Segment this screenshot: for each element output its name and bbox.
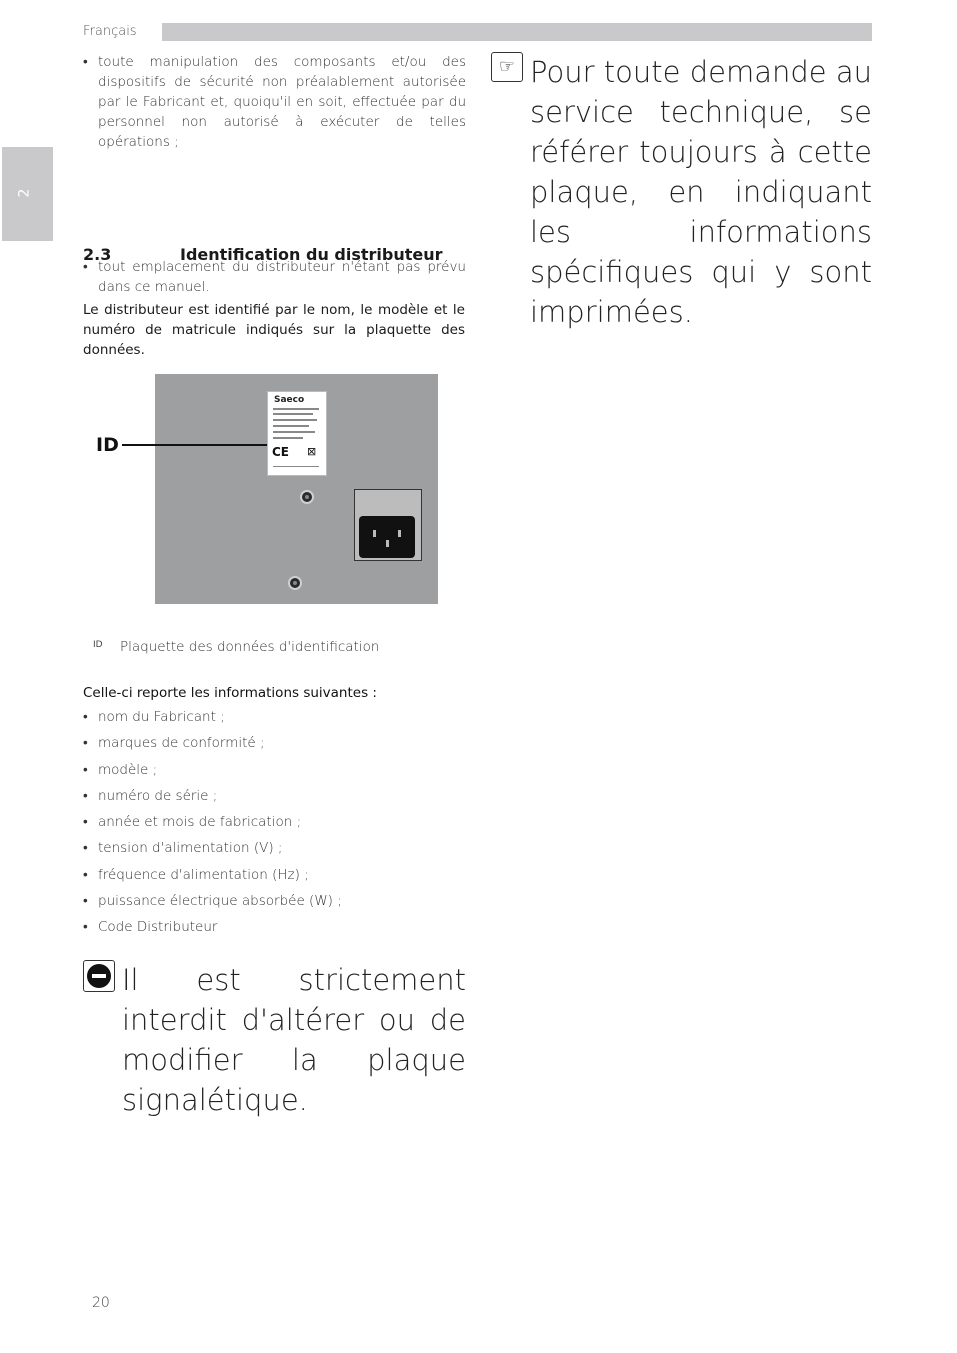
chapter-tab (2, 147, 53, 241)
list-item: • puissance électrique absorbée (W) ; (83, 888, 463, 914)
section-title: Identification du distributeur (180, 245, 443, 264)
info-list-intro: Celle-ci reporte les informations suivantes : (83, 685, 377, 701)
list-item: • fréquence d'alimentation (Hz) ; (83, 862, 463, 888)
power-socket-panel (354, 489, 422, 561)
list-item: • année et mois de fabrication ; (83, 809, 463, 835)
note-text: Pour toute demande au service technique, se référer toujours à cette plaque, en indiquant les informations spécifiques qui y sont imprimées. (530, 55, 872, 329)
callout-leader-line (122, 444, 267, 446)
bullet-item: • toute manipulation des composants et/ou des dispositifs de sécurité non préalablement autorisée par le Fabricant et, quoiqu'il en soit, effectuée par du personnel non autorisé à exécuter de telles opérations ; (83, 52, 466, 152)
legend-key: ID (93, 640, 103, 650)
figure-callout-label: ID (96, 434, 119, 456)
no-entry-icon (83, 960, 115, 992)
chapter-number: 2 (16, 188, 33, 198)
identification-plate (267, 391, 327, 476)
list-item: • nom du Fabricant ; (83, 704, 463, 730)
list-item: • marques de conformité ; (83, 730, 463, 756)
pointing-hand-icon: ☞ (491, 52, 523, 82)
page-number: 20 (92, 1295, 110, 1311)
list-item: • tension d'alimentation (V) ; (83, 835, 463, 861)
section-number: 2.3 (83, 245, 112, 264)
list-item: • modèle ; (83, 757, 463, 783)
list-item: • Code Distributeur (83, 914, 463, 940)
screw-icon (288, 576, 302, 590)
section-intro: Le distributeur est identifié par le nom, le modèle et le numéro de matricule indiqués sur la plaquette des données. (83, 302, 465, 358)
header-bar (162, 23, 872, 41)
language-label: Français (83, 24, 137, 39)
list-item: • numéro de série ; (83, 783, 463, 809)
bullet-item: • tout emplacement du distributeur n'étant pas prévu dans ce manuel. (83, 257, 466, 297)
plate-brand: Saeco (274, 395, 305, 405)
ce-mark: CE (272, 445, 290, 459)
power-socket-icon (359, 516, 415, 558)
machine-back-figure (155, 374, 438, 604)
info-list (83, 704, 463, 941)
legend-text: Plaquette des données d'identification (120, 639, 380, 655)
screw-icon (300, 490, 314, 504)
warning-text: Il est strictement interdit d'altérer ou de modifier la plaque signalétique. (122, 963, 466, 1117)
weee-bin-icon: ⊠ (307, 445, 317, 458)
